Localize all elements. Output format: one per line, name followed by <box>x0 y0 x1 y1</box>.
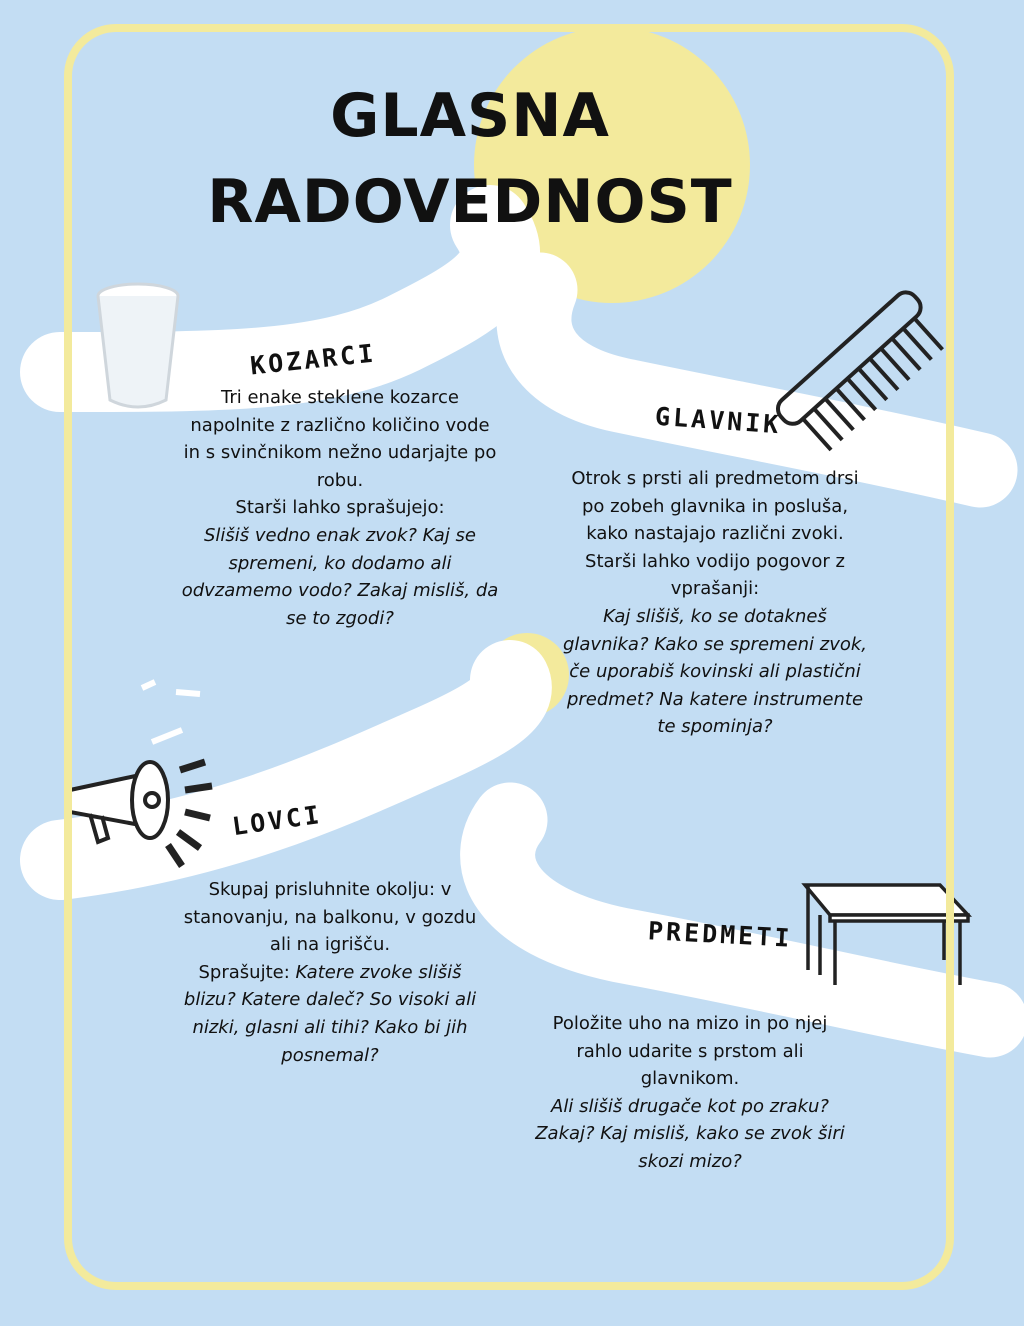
kozarci-lead: Starši lahko sprašujejo: <box>235 497 445 519</box>
predmeti-questions: Ali slišiš drugače kot po zraku? Zakaj? Kaj misliš, kako se zvok širi skozi mizo? <box>535 1095 845 1172</box>
kozarci-questions: Slišiš vedno enak zvok? Kaj se spremeni, ko dodamo ali odvzamemo vodo? Zakaj misliš, da se to zgodi? <box>181 524 499 629</box>
lovci-questions: Katere zvoke slišiš blizu? Katere daleč? So visoki ali nizki, glasni ali tihi? Kako bi jih posnemal? <box>183 961 477 1066</box>
lovci-body: Skupaj prisluhnite okolju: v stanovanju, na balkonu, v gozdu ali na igrišču. <box>183 879 477 956</box>
glavnik-lead: Starši lahko vodijo pogovor z vprašanji: <box>585 550 845 600</box>
heading-glavnik: GLAVNIK <box>654 401 783 440</box>
glavnik-body: Otrok s prsti ali predmetom drsi po zobeh glavnika in posluša, kako nastajajo različni zvoki. <box>571 468 859 545</box>
kozarci-body: Tri enake steklene kozarce napolnite z različno količino vode in s svinčnikom nežno udarjajte po robu. <box>183 387 497 491</box>
predmeti-body: Položite uho na mizo in po njej rahlo udarite s prstom ali glavnikom. <box>552 1013 828 1090</box>
section-lovci-text <box>175 876 485 1069</box>
page-title-line2: RADOVEDNOST <box>207 167 733 237</box>
heading-kozarci: KOZARCI <box>248 338 378 381</box>
heading-lovci: LOVCI <box>230 799 324 842</box>
section-predmeti-text <box>530 1010 850 1176</box>
glavnik-questions: Kaj slišiš, ko se dotakneš glavnika? Kako se spremeni zvok, če uporabiš kovinski ali plastični predmet? Na katere instrumente te spominja? <box>562 605 868 738</box>
heading-predmeti: PREDMETI <box>647 916 794 953</box>
page-title-line1: GLASNA <box>330 81 610 151</box>
section-glavnik-text <box>560 465 870 741</box>
lovci-lead: Sprašujte: <box>198 961 290 983</box>
section-kozarci-text <box>180 384 500 632</box>
